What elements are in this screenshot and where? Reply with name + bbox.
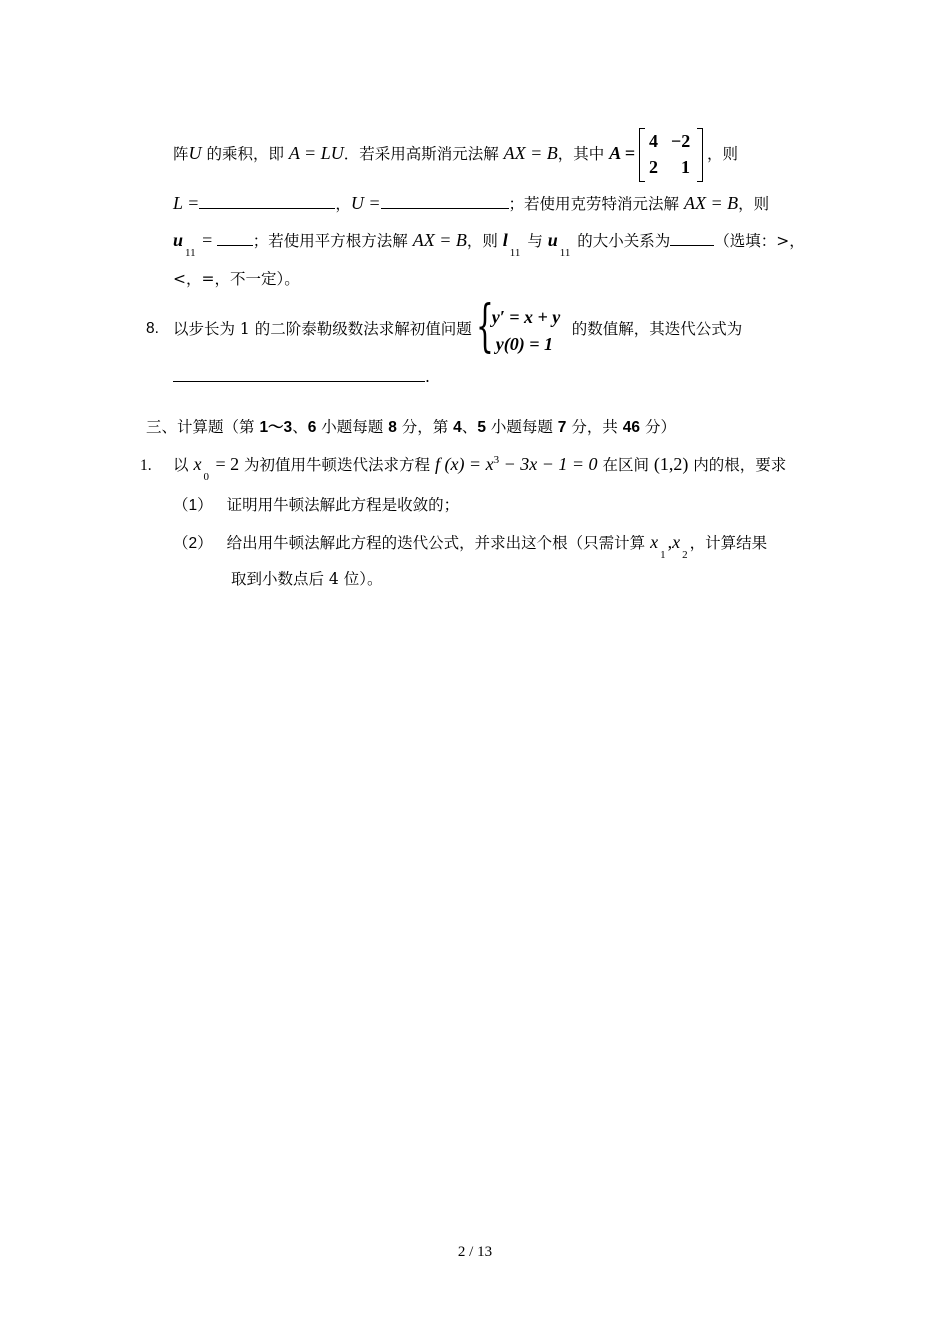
answer-blank-iteration[interactable] (173, 367, 425, 382)
c1-line-1: 以 $x_0 = 2$ 为初值用牛顿迭代法求方程 f $(x) = x^3 - 3x - 1 = 0$ 在区间 (1,2) 内的根，要求 (173, 454, 787, 483)
eq-axb: AX = B (503, 143, 558, 163)
q7-line-3: $u_{11}$ = ；若使用平方根方法解 AX = B，则 $l_{11}$ 与 $u_{11}$ 的大小关系为 （选填：>， (173, 230, 805, 259)
eq-alu: A = LU (288, 143, 344, 163)
c1-part-1: （1） 证明用牛顿法解此方程是收敛的； (173, 496, 460, 514)
q8-number: 8. (146, 320, 159, 337)
c1-part-2: （2） 给出用牛顿法解此方程的迭代公式，并求出这个根（只需计算 $x_1,x_2$，计算结果 (173, 532, 768, 561)
answer-blank-relation[interactable] (670, 231, 714, 246)
matrix-cell: 2 (649, 157, 658, 177)
matrix-cell: 1 (681, 157, 690, 177)
eq-a: A = (609, 143, 635, 163)
answer-blank-l[interactable] (199, 194, 335, 209)
q7-line-1: 阵U 的乘积，即 A = LU．若采用高斯消元法解 AX = B，其中 A = 4 −2 2 1 ，则 (173, 126, 738, 180)
page-number: 2 / 13 (457, 1244, 493, 1260)
q8-line-1: 以步长为 1 的二阶泰勒级数法求解初值问题 { y′ = x + y y(0) = 1 的数值解，其迭代公式为 (173, 294, 743, 359)
answer-blank-u[interactable] (381, 194, 509, 209)
var-U: U (188, 143, 202, 163)
ivp-system: { y′ = x + y y(0) = 1 (475, 294, 561, 359)
q8-line-2: . (173, 366, 430, 388)
matrix-cell: 4 (649, 131, 658, 151)
c1-number: 1. (140, 457, 152, 474)
section-3-title: 三、计算题（第 1～3、6 小题每题 8 分，第 4、5 小题每题 7 分，共 46 分） (146, 418, 676, 436)
matrix-cell: −2 (671, 131, 691, 151)
matrix-a (639, 128, 703, 182)
brace-icon: { (475, 294, 494, 359)
q7-line-4: <，=，不一定）。 (173, 270, 300, 288)
c1-part-2-cont: 取到小数点后 4 位）。 (231, 570, 383, 588)
answer-blank-u11[interactable] (217, 231, 253, 246)
q7-line-2: L = ，U = ；若使用克劳特消元法解 AX = B，则 (173, 193, 770, 213)
